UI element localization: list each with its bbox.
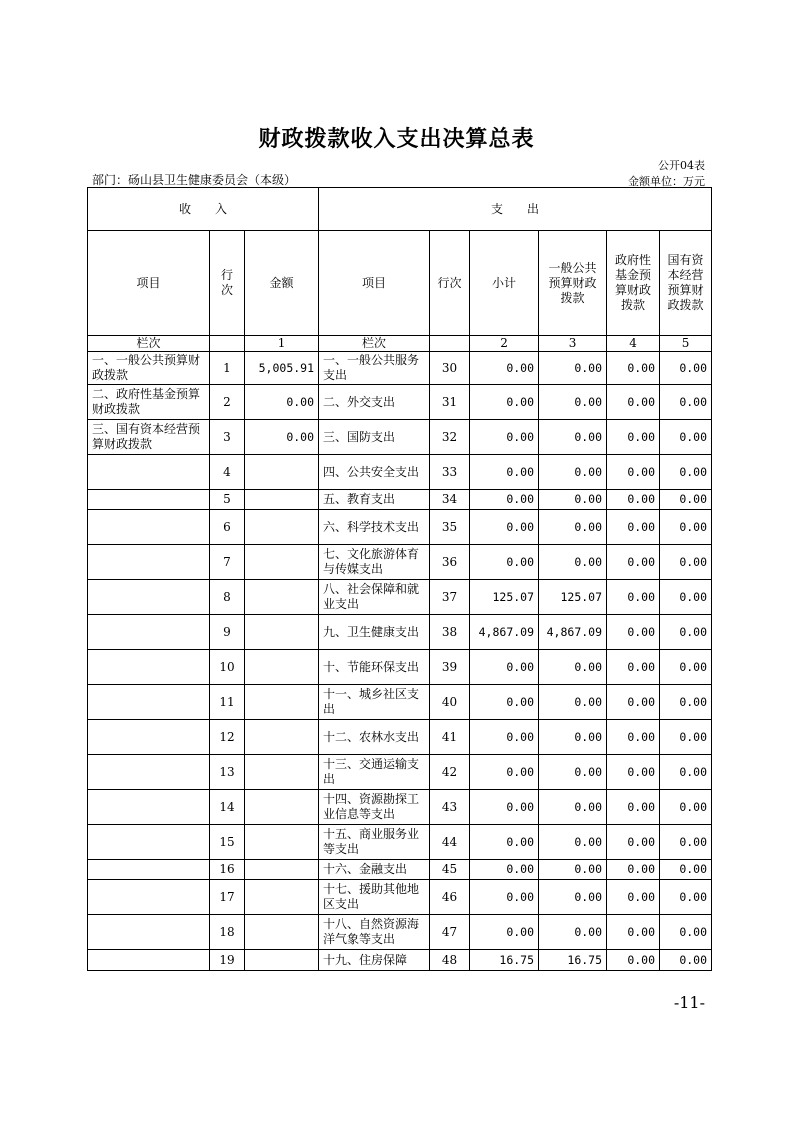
income-line: 16 xyxy=(210,860,245,880)
general-budget-value: 0.00 xyxy=(539,720,607,755)
subtotal-value: 0.00 xyxy=(470,685,539,720)
income-line: 14 xyxy=(210,790,245,825)
expense-line: 31 xyxy=(430,385,470,420)
expense-group-header: 支 出 xyxy=(319,188,712,231)
income-item xyxy=(88,685,210,720)
table-row xyxy=(88,580,712,615)
gov-fund-value: 0.00 xyxy=(607,420,660,455)
unit-label: 金额单位：万元 xyxy=(628,175,705,188)
expense-line: 45 xyxy=(430,860,470,880)
income-amount: 0.00 xyxy=(245,385,319,420)
state-capital-value: 0.00 xyxy=(660,650,712,685)
subtotal-value: 125.07 xyxy=(470,580,539,615)
state-capital-value: 0.00 xyxy=(660,580,712,615)
expense-item: 十一、城乡社区支出 xyxy=(319,685,430,720)
income-amount xyxy=(245,490,319,510)
income-line: 15 xyxy=(210,825,245,860)
income-amount: 5,005.91 xyxy=(245,352,319,385)
state-capital-value: 0.00 xyxy=(660,545,712,580)
gov-fund-value: 0.00 xyxy=(607,615,660,650)
colnum-label: 栏次 xyxy=(88,336,210,352)
income-line: 18 xyxy=(210,915,245,950)
income-amount xyxy=(245,615,319,650)
income-item xyxy=(88,720,210,755)
expense-item: 十五、商业服务业等支出 xyxy=(319,825,430,860)
expense-item: 六、科学技术支出 xyxy=(319,510,430,545)
income-line: 11 xyxy=(210,685,245,720)
general-budget-value: 0.00 xyxy=(539,790,607,825)
gov-fund-value: 0.00 xyxy=(607,755,660,790)
colnum-blank xyxy=(210,336,245,352)
expense-line: 32 xyxy=(430,420,470,455)
income-amount: 0.00 xyxy=(245,420,319,455)
income-item xyxy=(88,880,210,915)
group-header-row xyxy=(88,188,712,231)
expense-line: 33 xyxy=(430,455,470,490)
expense-item: 九、卫生健康支出 xyxy=(319,615,430,650)
income-item: 三、国有资本经营预算财政拨款 xyxy=(88,420,210,455)
expense-item: 三、国防支出 xyxy=(319,420,430,455)
state-capital-value: 0.00 xyxy=(660,615,712,650)
subtotal-value: 0.00 xyxy=(470,650,539,685)
expense-item: 十四、资源勘探工业信息等支出 xyxy=(319,790,430,825)
expense-line: 37 xyxy=(430,580,470,615)
income-amount xyxy=(245,455,319,490)
expense-item: 八、社会保障和就业支出 xyxy=(319,580,430,615)
subtotal-value: 0.00 xyxy=(470,825,539,860)
income-item xyxy=(88,755,210,790)
income-line: 7 xyxy=(210,545,245,580)
gov-fund-value: 0.00 xyxy=(607,825,660,860)
income-amount xyxy=(245,825,319,860)
expense-item: 二、外交支出 xyxy=(319,385,430,420)
general-budget-value: 4,867.09 xyxy=(539,615,607,650)
state-capital-value: 0.00 xyxy=(660,825,712,860)
state-capital-value: 0.00 xyxy=(660,950,712,971)
col-expense-line: 行次 xyxy=(430,231,470,336)
state-capital-value: 0.00 xyxy=(660,860,712,880)
expense-line: 35 xyxy=(430,510,470,545)
income-line: 9 xyxy=(210,615,245,650)
table-row xyxy=(88,545,712,580)
income-amount xyxy=(245,720,319,755)
expense-item: 十九、住房保障 xyxy=(319,950,430,971)
income-item xyxy=(88,580,210,615)
table-row xyxy=(88,720,712,755)
colnum-1: 1 xyxy=(245,336,319,352)
income-amount xyxy=(245,685,319,720)
income-amount xyxy=(245,650,319,685)
income-group-header: 收 入 xyxy=(88,188,319,231)
table-row xyxy=(88,755,712,790)
expense-line: 47 xyxy=(430,915,470,950)
general-budget-value: 0.00 xyxy=(539,755,607,790)
expense-line: 39 xyxy=(430,650,470,685)
col-state-capital-budget: 国有资本经营预算财政拨款 xyxy=(660,231,712,336)
income-item xyxy=(88,455,210,490)
col-subtotal: 小计 xyxy=(470,231,539,336)
table-row xyxy=(88,650,712,685)
budget-summary-table xyxy=(87,187,712,971)
expense-item: 七、文化旅游体育与传媒支出 xyxy=(319,545,430,580)
colnum-4: 4 xyxy=(607,336,660,352)
gov-fund-value: 0.00 xyxy=(607,790,660,825)
expense-line: 48 xyxy=(430,950,470,971)
col-income-line: 行 次 xyxy=(210,231,245,336)
table-row xyxy=(88,420,712,455)
income-line: 17 xyxy=(210,880,245,915)
expense-line: 46 xyxy=(430,880,470,915)
state-capital-value: 0.00 xyxy=(660,755,712,790)
income-amount xyxy=(245,860,319,880)
expense-item: 五、教育支出 xyxy=(319,490,430,510)
income-amount xyxy=(245,790,319,825)
column-number-row xyxy=(88,336,712,352)
income-amount xyxy=(245,880,319,915)
gov-fund-value: 0.00 xyxy=(607,490,660,510)
subtotal-value: 0.00 xyxy=(470,510,539,545)
col-gov-fund-budget: 政府性基金预算财政拨款 xyxy=(607,231,660,336)
general-budget-value: 0.00 xyxy=(539,420,607,455)
gov-fund-value: 0.00 xyxy=(607,685,660,720)
income-line: 5 xyxy=(210,490,245,510)
gov-fund-value: 0.00 xyxy=(607,510,660,545)
table-row xyxy=(88,860,712,880)
colnum-3: 3 xyxy=(539,336,607,352)
expense-item: 十八、自然资源海洋气象等支出 xyxy=(319,915,430,950)
expense-line: 30 xyxy=(430,352,470,385)
general-budget-value: 125.07 xyxy=(539,580,607,615)
gov-fund-value: 0.00 xyxy=(607,860,660,880)
form-number: 公开04表 xyxy=(658,159,705,172)
general-budget-value: 0.00 xyxy=(539,510,607,545)
income-amount xyxy=(245,950,319,971)
state-capital-value: 0.00 xyxy=(660,790,712,825)
subtotal-value: 0.00 xyxy=(470,352,539,385)
income-item xyxy=(88,915,210,950)
expense-item: 十二、农林水支出 xyxy=(319,720,430,755)
table-row xyxy=(88,825,712,860)
income-line: 19 xyxy=(210,950,245,971)
table-row xyxy=(88,915,712,950)
col-income-item: 项目 xyxy=(88,231,210,336)
expense-item: 十六、金融支出 xyxy=(319,860,430,880)
column-header-row xyxy=(88,231,712,336)
gov-fund-value: 0.00 xyxy=(607,580,660,615)
income-line: 1 xyxy=(210,352,245,385)
gov-fund-value: 0.00 xyxy=(607,352,660,385)
subtotal-value: 0.00 xyxy=(470,545,539,580)
state-capital-value: 0.00 xyxy=(660,685,712,720)
income-item: 一、一般公共预算财政拨款 xyxy=(88,352,210,385)
subtotal-value: 0.00 xyxy=(470,790,539,825)
table-body xyxy=(88,352,712,971)
gov-fund-value: 0.00 xyxy=(607,950,660,971)
table-row xyxy=(88,352,712,385)
gov-fund-value: 0.00 xyxy=(607,915,660,950)
income-item xyxy=(88,825,210,860)
state-capital-value: 0.00 xyxy=(660,720,712,755)
page-title: 财政拨款收入支出决算总表 xyxy=(258,126,535,152)
subtotal-value: 16.75 xyxy=(470,950,539,971)
income-amount xyxy=(245,915,319,950)
subtotal-value: 0.00 xyxy=(470,455,539,490)
table-row xyxy=(88,685,712,720)
table-row xyxy=(88,385,712,420)
general-budget-value: 0.00 xyxy=(539,915,607,950)
gov-fund-value: 0.00 xyxy=(607,650,660,685)
subtotal-value: 0.00 xyxy=(470,755,539,790)
state-capital-value: 0.00 xyxy=(660,455,712,490)
state-capital-value: 0.00 xyxy=(660,352,712,385)
state-capital-value: 0.00 xyxy=(660,510,712,545)
general-budget-value: 0.00 xyxy=(539,352,607,385)
table-row xyxy=(88,950,712,971)
income-line: 12 xyxy=(210,720,245,755)
expense-item: 十三、交通运输支出 xyxy=(319,755,430,790)
income-line: 2 xyxy=(210,385,245,420)
general-budget-value: 0.00 xyxy=(539,545,607,580)
colnum-5: 5 xyxy=(660,336,712,352)
expense-line: 44 xyxy=(430,825,470,860)
gov-fund-value: 0.00 xyxy=(607,385,660,420)
state-capital-value: 0.00 xyxy=(660,915,712,950)
col-general-budget: 一般公共预算财政拨款 xyxy=(539,231,607,336)
state-capital-value: 0.00 xyxy=(660,385,712,420)
general-budget-value: 0.00 xyxy=(539,825,607,860)
income-item xyxy=(88,545,210,580)
subtotal-value: 0.00 xyxy=(470,420,539,455)
table-row xyxy=(88,510,712,545)
subtotal-value: 0.00 xyxy=(470,880,539,915)
income-item: 二、政府性基金预算财政拨款 xyxy=(88,385,210,420)
general-budget-value: 0.00 xyxy=(539,455,607,490)
state-capital-value: 0.00 xyxy=(660,490,712,510)
table-row xyxy=(88,615,712,650)
gov-fund-value: 0.00 xyxy=(607,455,660,490)
subtotal-value: 0.00 xyxy=(470,720,539,755)
expense-line: 34 xyxy=(430,490,470,510)
general-budget-value: 0.00 xyxy=(539,385,607,420)
gov-fund-value: 0.00 xyxy=(607,880,660,915)
general-budget-value: 16.75 xyxy=(539,950,607,971)
income-amount xyxy=(245,580,319,615)
col-expense-item: 项目 xyxy=(319,231,430,336)
income-amount xyxy=(245,510,319,545)
expense-line: 40 xyxy=(430,685,470,720)
subtotal-value: 0.00 xyxy=(470,490,539,510)
income-line: 10 xyxy=(210,650,245,685)
income-item xyxy=(88,615,210,650)
general-budget-value: 0.00 xyxy=(539,860,607,880)
table-row xyxy=(88,880,712,915)
expense-item: 十、节能环保支出 xyxy=(319,650,430,685)
subtotal-value: 4,867.09 xyxy=(470,615,539,650)
income-line: 8 xyxy=(210,580,245,615)
income-item xyxy=(88,950,210,971)
subtotal-value: 0.00 xyxy=(470,385,539,420)
general-budget-value: 0.00 xyxy=(539,685,607,720)
income-item xyxy=(88,510,210,545)
colnum-label-2: 栏次 xyxy=(319,336,430,352)
expense-item: 十七、援助其他地区支出 xyxy=(319,880,430,915)
colnum-blank-2 xyxy=(430,336,470,352)
subtotal-value: 0.00 xyxy=(470,915,539,950)
income-item xyxy=(88,790,210,825)
income-line: 6 xyxy=(210,510,245,545)
expense-item: 四、公共安全支出 xyxy=(319,455,430,490)
col-income-amount: 金额 xyxy=(245,231,319,336)
expense-line: 41 xyxy=(430,720,470,755)
colnum-2: 2 xyxy=(470,336,539,352)
state-capital-value: 0.00 xyxy=(660,420,712,455)
expense-line: 36 xyxy=(430,545,470,580)
income-item xyxy=(88,650,210,685)
table-row xyxy=(88,790,712,825)
department-label: 部门：砀山县卫生健康委员会（本级） xyxy=(92,173,297,187)
general-budget-value: 0.00 xyxy=(539,650,607,685)
income-amount xyxy=(245,755,319,790)
page-number: -11- xyxy=(673,993,705,1012)
state-capital-value: 0.00 xyxy=(660,880,712,915)
expense-line: 38 xyxy=(430,615,470,650)
expense-line: 42 xyxy=(430,755,470,790)
table-row xyxy=(88,455,712,490)
income-item xyxy=(88,490,210,510)
income-line: 13 xyxy=(210,755,245,790)
income-line: 3 xyxy=(210,420,245,455)
expense-line: 43 xyxy=(430,790,470,825)
gov-fund-value: 0.00 xyxy=(607,720,660,755)
general-budget-value: 0.00 xyxy=(539,880,607,915)
general-budget-value: 0.00 xyxy=(539,490,607,510)
expense-item: 一、一般公共服务支出 xyxy=(319,352,430,385)
income-line: 4 xyxy=(210,455,245,490)
subtotal-value: 0.00 xyxy=(470,860,539,880)
income-item xyxy=(88,860,210,880)
gov-fund-value: 0.00 xyxy=(607,545,660,580)
income-amount xyxy=(245,545,319,580)
table-row xyxy=(88,490,712,510)
